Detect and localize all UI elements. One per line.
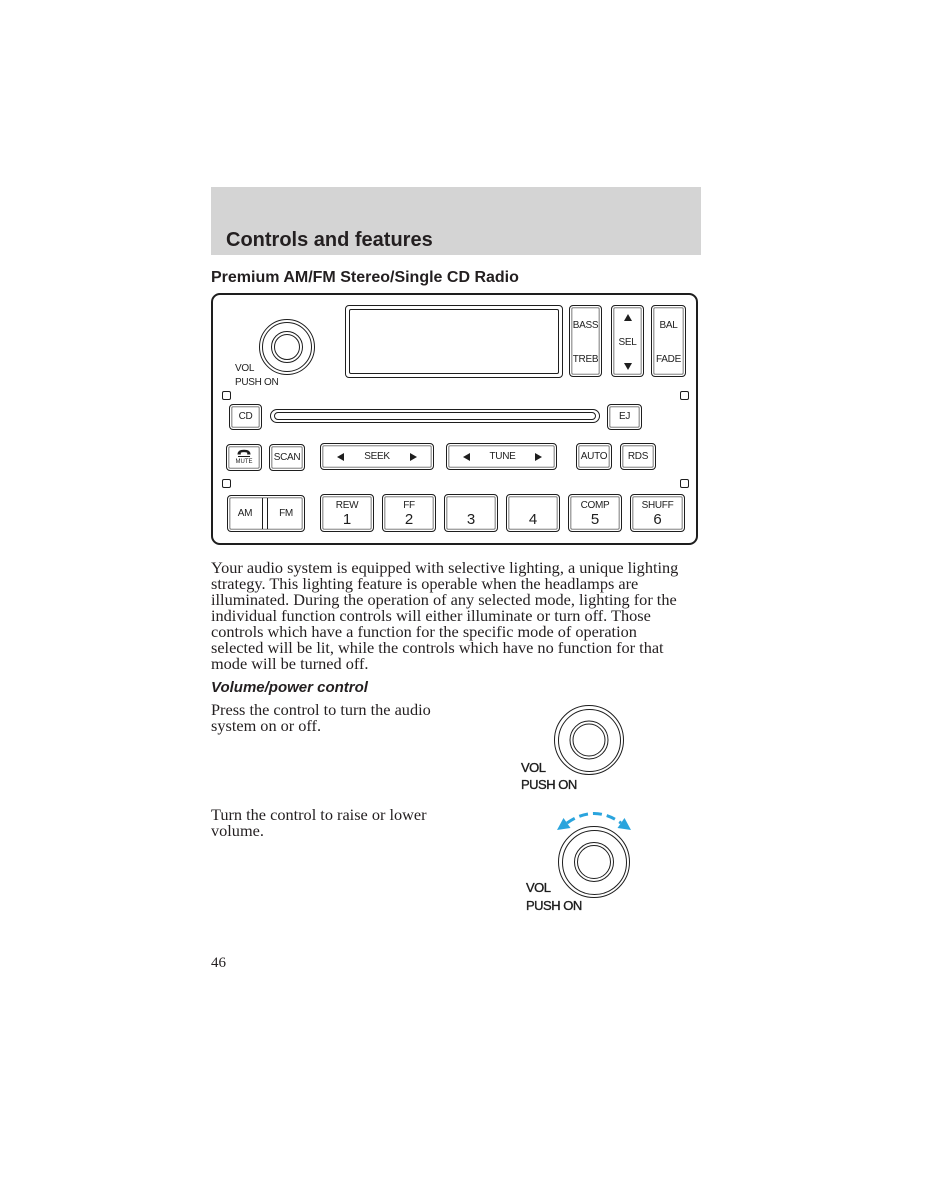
cd-slot — [270, 409, 600, 423]
ej-label: EJ — [618, 411, 631, 422]
bal-fade-button — [651, 305, 686, 377]
sel-label: SEL — [618, 337, 637, 348]
turn-instruction-line: volume. — [211, 821, 264, 840]
up-arrow-icon — [624, 314, 632, 321]
preset-button-2 — [382, 494, 436, 532]
press-instruction-line: Press the control to turn the audio — [211, 700, 431, 719]
page-number: 46 — [211, 955, 226, 971]
down-arrow-icon — [624, 363, 632, 370]
preset-number: 3 — [466, 511, 476, 528]
preset-button-6 — [630, 494, 685, 532]
description-line: illuminated. During the operation of any selected mode, lighting for the — [211, 590, 677, 609]
knob-label-push-on: PUSH ON — [235, 377, 279, 388]
mute-button — [226, 444, 262, 471]
rds-label: RDS — [627, 450, 649, 462]
am-fm-button — [227, 495, 305, 532]
description-line: selected will be lit, while the controls which have no function for that — [211, 638, 664, 657]
scan-button — [269, 444, 305, 471]
press-instruction-line: system on or off. — [211, 716, 322, 735]
indicator-light-lower-right — [680, 479, 689, 488]
section-title: Controls and features — [226, 229, 433, 251]
knob-cap — [574, 842, 614, 882]
description-line: individual function controls will either illuminate or turn off. Those — [211, 606, 651, 625]
sel-button — [611, 305, 644, 377]
radio-diagram — [211, 293, 698, 545]
description-line: strategy. This lighting feature is operable when the headlamps are — [211, 574, 639, 593]
preset-button-5 — [568, 494, 622, 532]
tune-right-arrow-icon — [535, 453, 542, 461]
rotate-arc — [567, 814, 621, 824]
radio-title: Premium AM/FM Stereo/Single CD Radio — [211, 269, 519, 286]
display-inner-frame — [349, 309, 559, 374]
mute-label: MUTE — [235, 459, 253, 465]
press-knob-illustration — [554, 705, 624, 775]
preset-button-4 — [506, 494, 560, 532]
knob-label-vol: VOL — [526, 880, 551, 895]
seek-label: SEEK — [364, 450, 390, 462]
fade-label: FADE — [656, 354, 681, 365]
display-window — [345, 305, 563, 378]
preset-function-label: SHUFF — [641, 500, 674, 511]
phone-handset-icon — [237, 449, 251, 458]
knob-label-push-on: PUSH ON — [526, 898, 582, 913]
bass-treb-button — [569, 305, 602, 377]
preset-button-3 — [444, 494, 498, 532]
knob-label-push-on: PUSH ON — [521, 777, 577, 792]
scan-label: SCAN — [273, 451, 301, 463]
fm-label: FM — [279, 508, 293, 519]
description-line: mode will be turned off. — [211, 654, 369, 673]
rotate-left-arrowhead — [557, 818, 571, 830]
seek-left-arrow-icon — [337, 453, 344, 461]
treb-label: TREB — [572, 354, 599, 365]
turn-instruction-line: Turn the control to raise or lower — [211, 805, 427, 824]
cd-label: CD — [238, 411, 253, 422]
rotate-right-arrowhead — [618, 818, 632, 830]
indicator-light-lower-left — [222, 479, 231, 488]
knob-cap-ring — [274, 334, 300, 360]
preset-button-1 — [320, 494, 374, 532]
eject-button — [607, 404, 642, 430]
auto-label: AUTO — [580, 450, 608, 462]
knob-label-vol: VOL — [235, 363, 255, 374]
bass-label: BASS — [572, 320, 599, 331]
knob-label-vol: VOL — [521, 760, 546, 775]
knob-cap-ring — [573, 724, 606, 757]
bal-label: BAL — [659, 320, 678, 331]
rds-button — [620, 443, 656, 470]
preset-number: 2 — [404, 511, 414, 528]
preset-number: 5 — [590, 511, 600, 528]
knob-cap — [271, 331, 303, 363]
seek-button — [320, 443, 434, 470]
seek-right-arrow-icon — [410, 453, 417, 461]
cd-button — [229, 404, 262, 430]
volume-knob — [259, 319, 315, 375]
knob-cap-ring — [577, 845, 611, 879]
preset-number: 6 — [653, 511, 662, 528]
tune-left-arrow-icon — [463, 453, 470, 461]
cd-slot-opening — [274, 412, 596, 420]
indicator-light-upper-left — [222, 391, 231, 400]
description-line: Your audio system is equipped with selective lighting, a unique lighting — [211, 558, 679, 577]
preset-number: 1 — [342, 511, 352, 528]
auto-button — [576, 443, 612, 470]
tune-label: TUNE — [489, 450, 516, 462]
tune-button — [446, 443, 557, 470]
preset-function-label: COMP — [580, 500, 610, 511]
knob-cap — [570, 721, 609, 760]
preset-number: 4 — [528, 511, 538, 528]
am-label: AM — [237, 508, 253, 519]
preset-function-label: REW — [335, 500, 359, 511]
indicator-light-upper-right — [680, 391, 689, 400]
turn-knob-illustration — [558, 826, 630, 898]
preset-function-label: FF — [403, 500, 415, 511]
description-line: controls which have a function for the specific mode of operation — [211, 622, 637, 641]
volume-heading: Volume/power control — [211, 679, 368, 696]
